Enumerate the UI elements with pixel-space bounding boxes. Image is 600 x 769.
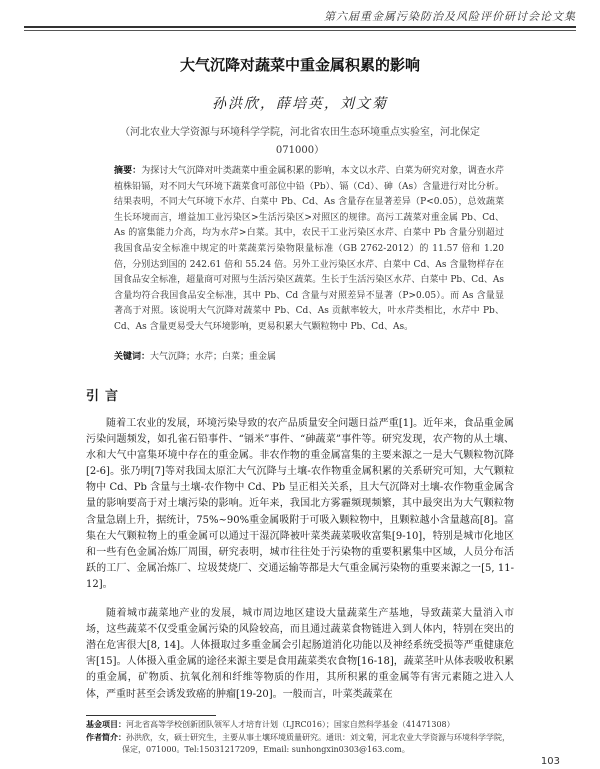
page-number: 103 bbox=[540, 756, 560, 767]
affiliation bbox=[100, 124, 500, 160]
footnote-author-cont: 保定，071000。Tel:15031217209，Email: sunhongxin0303@163.com。 bbox=[122, 745, 410, 754]
affiliation-line-2: 071000） bbox=[275, 145, 325, 156]
body-paragraph-1: 随着工农业的发展，环境污染导致的农产品质量安全问题日益严重[1]。近年来，食品重金属污染问题频发，如孔雀石铅事件、“镉米”事件、“砷蔬菜”事件等。研究发现，农产物的从土壤、水和大气中富集环境中存在的重金属。非农作物的重金属富集的主要来源之一是大气颗粒物沉降[2-6]。张乃明[7]等对我国太原汇大气沉降与土壤-农作物重金属积累的关系研究可知，大气颗粒物中 Cd、Pb 含量与土壤-农作物中 Cd、Pb 呈正相关关系，且大气沉降对土壤-农作物重金属含量的影响要高于对土壤污染的影响。近年来，我国北方雾霾频现频繁，其中最突出为大气颗粒物含量急剧上升，据统计，75%~90%重金属吸附于可吸入颗粒物中，且颗粒越小含量越高[8]。富集在大气颗粒物上的重金属可以通过干湿沉降被叶菜类蔬菜吸收富集[9-10]，特别是城市化地区和一些有色金属冶炼厂周围，研究表明，城市往往处于污染物的重要积累集中区域，人员分布活跃的工厂、金属冶炼厂、垃圾焚烧厂、交通运输等都是大气重金属污染物的重要来源之一[5, 11-12]。 bbox=[86, 418, 514, 590]
keywords-label: 关键词： bbox=[114, 352, 151, 362]
footnote-rule bbox=[86, 715, 216, 716]
abstract bbox=[114, 164, 504, 336]
affiliation-line-1: （河北农业大学资源与环境科学学院，河北省农田生态环境重点实验室，河北保定 bbox=[120, 127, 480, 138]
abstract-text: 为探讨大气沉降对叶类蔬菜中重金属积累的影响，本文以水芹、白菜为研究对象，调查水芹植株铅镉，对不同大气环境下蔬菜食可部位中铅（Pb）、镉（Cd）、砷（As）含量进行对比分析。结果表明，不同大气环境下水芹、白菜中 Pb、Cd、As 含量存在显著差异（P<0.05），总效蔬菜生长环境而言，增益加工业污染区>生活污染区>对照区的规律。高污工蔬菜对重金属 Pb、Cd、As 的富集能力介高，均为水芹>白菜。其中，农民干工业污染区水芹、白菜中 Pb 含量分别超过我国食品安全标准中规定的叶菜蔬菜污染物限量标准（GB 2762-2012）的 11.57 倍和 1.20 倍，分别达到国的 242.61 倍和 55.24 倍。另外工业污染区水芹、白菜中 Cd、As 含量物样存在国食品安全标准，超量商可对照与生活污染区蔬菜。生长于生活污染区水芹、白菜中 Pb、Cd、As 含量均符合我国食品安全标准，其中 Pb、Cd 含量与对照差异不显著（P>0.05）。而 As 含量显著高于对照。该说明大气沉降对蔬菜中 Pb、Cd、As 贡献率较大，叶水芹类相比，水芹中 Pb、Cd、As 含量更易受大气环境影响，更易积累大气颗粒物中 Pb、Cd、As。 bbox=[114, 166, 504, 332]
fund-label: 基金项目： bbox=[86, 720, 126, 729]
author-list: 孙洪欣，薛培英，刘文菊 bbox=[212, 96, 388, 112]
author-info-label: 作者简介： bbox=[86, 732, 126, 742]
footnotes bbox=[86, 719, 516, 757]
keywords bbox=[114, 350, 504, 364]
body-text bbox=[86, 416, 514, 703]
paper-title: 大气沉降对蔬菜中重金属积累的影响 bbox=[179, 56, 420, 74]
footnote-fund bbox=[86, 719, 516, 732]
body-paragraph-2: 随着城市蔬菜地产业的发展，城市周边地区建设大量蔬菜生产基地，导致蔬菜大量消入市场，这些蔬菜不仅受重金属污染的风险较高，而且通过蔬菜食物链进入到人体内，特别在突出的潜在危害很大[8, 14]。人体摄取过多重金属会引起肠道消化功能以及神经系统受损等严重健康危害[15]。人体摄入重金属的途径来源主要是食用蔬菜类农食物[16-18]，蔬菜茎叶从体表吸收积累的重金属，矿物质、抗氧化剂和纤维等物质的作用，其所积累的重金属等有害元素随之进入人体，严重时甚至会诱发致癌的肿瘤[19-20]。一般而言，叶菜类蔬菜在 bbox=[86, 608, 514, 700]
author-info-text: 孙洪欣，女，硕士研究生，主要从事土壤环境质量研究。通讯：刘文菊，河北农业大学资源与环境科学学院， bbox=[126, 732, 510, 742]
keywords-text: 大气沉降；水芹；白菜；重金属 bbox=[150, 352, 277, 362]
abstract-label: 摘要： bbox=[114, 166, 142, 176]
footnote-author bbox=[86, 732, 516, 745]
section-heading-introduction: 引言 bbox=[86, 389, 125, 404]
header-rule bbox=[24, 26, 576, 28]
fund-text: 河北省高等学校创新团队领军人才培育计划（LJRC016）；国家自然科学基金（41471308） bbox=[126, 720, 455, 729]
header-rule-thin bbox=[24, 30, 576, 31]
running-header: 第六届重金属污染防治及风险评价研讨会论文集 bbox=[324, 10, 576, 23]
